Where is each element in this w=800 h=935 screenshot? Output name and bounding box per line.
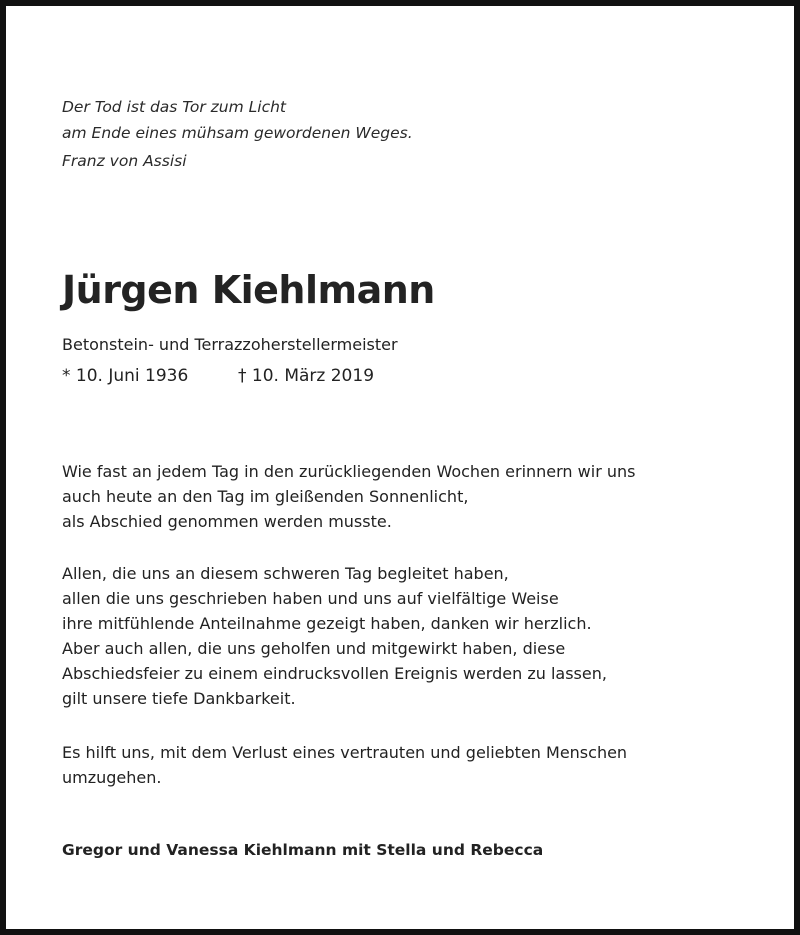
quote-author: Franz von Assisi xyxy=(62,152,187,170)
quote-line: Der Tod ist das Tor zum Licht xyxy=(62,98,286,116)
paragraph-thanks xyxy=(62,561,762,711)
text-line: als Abschied genommen werden musste. xyxy=(62,512,392,531)
text-line: Es hilft uns, mit dem Verlust eines vertrauten und geliebten Menschen xyxy=(62,743,628,762)
birth-date: * 10. Juni 1936 xyxy=(62,366,189,386)
deceased-name: Jürgen Kiehlmann xyxy=(62,268,435,312)
text-line: auch heute an den Tag im gleißenden Sonnenlicht, xyxy=(62,487,469,506)
text-line: gilt unsere tiefe Dankbarkeit. xyxy=(62,689,296,708)
quote-block xyxy=(62,94,762,174)
paragraph-closing xyxy=(62,740,762,790)
text-line: Allen, die uns an diesem schweren Tag begleitet haben, xyxy=(62,564,509,583)
text-line: Abschiedsfeier zu einem eindrucksvollen Ereignis werden zu lassen, xyxy=(62,664,607,683)
life-dates xyxy=(62,364,762,388)
family-signature: Gregor und Vanessa Kiehlmann mit Stella und Rebecca xyxy=(62,841,544,859)
deceased-profession: Betonstein- und Terrazzoherstellermeister xyxy=(62,335,398,354)
text-line: allen die uns geschrieben haben und uns auf vielfältige Weise xyxy=(62,589,559,608)
text-line: ihre mitfühlende Anteilnahme gezeigt haben, danken wir herzlich. xyxy=(62,614,592,633)
paragraph-remembrance xyxy=(62,459,762,534)
text-line: Aber auch allen, die uns geholfen und mitgewirkt haben, diese xyxy=(62,639,566,658)
text-line: umzugehen. xyxy=(62,768,162,787)
text-line: Wie fast an jedem Tag in den zurückliegenden Wochen erinnern wir uns xyxy=(62,462,636,481)
obituary-content xyxy=(62,94,762,862)
quote-line: am Ende eines mühsam gewordenen Weges. xyxy=(62,124,413,142)
death-date: † 10. März 2019 xyxy=(238,366,375,386)
